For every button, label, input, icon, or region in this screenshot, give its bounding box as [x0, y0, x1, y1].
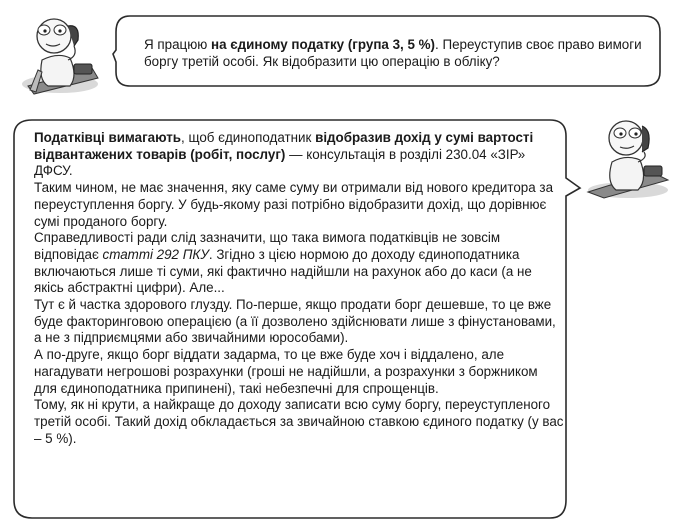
answer-paragraph-3: Справедливості ради слід зазначити, що така вимога податківців не зовсім відповідає статті 292 ПКУ. Згідно з цією нормою до доходу єдиноподатника включаються лише ті суми, які фактично надійшли на рахунок або до каси (а не якісь абстрактні цифри). Але...	[34, 230, 532, 296]
consultant-illustration	[582, 110, 674, 200]
question-text: Я працюю на єдиному податку (група 3, 5 %). Переуступив своє право вимоги боргу третій особі. Як відобразити цю операцію в обліку?	[144, 37, 642, 69]
question-bubble	[112, 14, 664, 90]
answer-paragraph-5: А по-друге, якщо борг віддати задарма, то це вже буде хоч і віддалено, але нагадувати негрошові розрахунки (гроші не надійшли, а розрахунки з боржником для єдиноподатника припинені), такі небезпечні для спрощенців.	[34, 347, 538, 396]
answer-text	[34, 130, 564, 447]
tax-group-bold: на єдиному податку (група 3, 5 %)	[211, 37, 436, 52]
caller-illustration	[8, 6, 100, 96]
answer-paragraph-1: Податківці вимагають, щоб єдиноподатник відобразив дохід у сумі вартості відвантажених товарів (робіт, послуг) — консультація в розділі 230.04 «ЗІР» ДФСУ.	[34, 130, 534, 179]
answer-paragraph-2: Таким чином, не має значення, яку саме суму ви отримали від нового кредитора за переуступлення боргу. У будь-якому разі потрібно відобразити дохід, що дорівнює сумі проданого боргу.	[34, 180, 554, 229]
income-requirement-bold: відобразив дохід у сумі вартості відвантажених товарів (робіт, послуг)	[34, 130, 534, 162]
tax-officers-bold: Податківці вимагають	[34, 130, 182, 145]
article-reference: статті 292 ПКУ	[102, 246, 209, 262]
answer-paragraph-4: Тут є й частка здорового глузду. По-перше, якщо продати борг дешевше, то це вже буде факторинговою операцією (а її дозволено здійснювати лише з фінустановами, а не з підприємцями або звичайними юрособами).	[34, 297, 556, 346]
answer-paragraph-6: Тому, як ні крути, а найкраще до доходу записати всю суму боргу, переуступленого третій особі. Такий дохід обкладається за звичайною ставкою єдиного податку (у вас – 5 %).	[34, 397, 564, 446]
answer-bubble	[10, 118, 582, 522]
